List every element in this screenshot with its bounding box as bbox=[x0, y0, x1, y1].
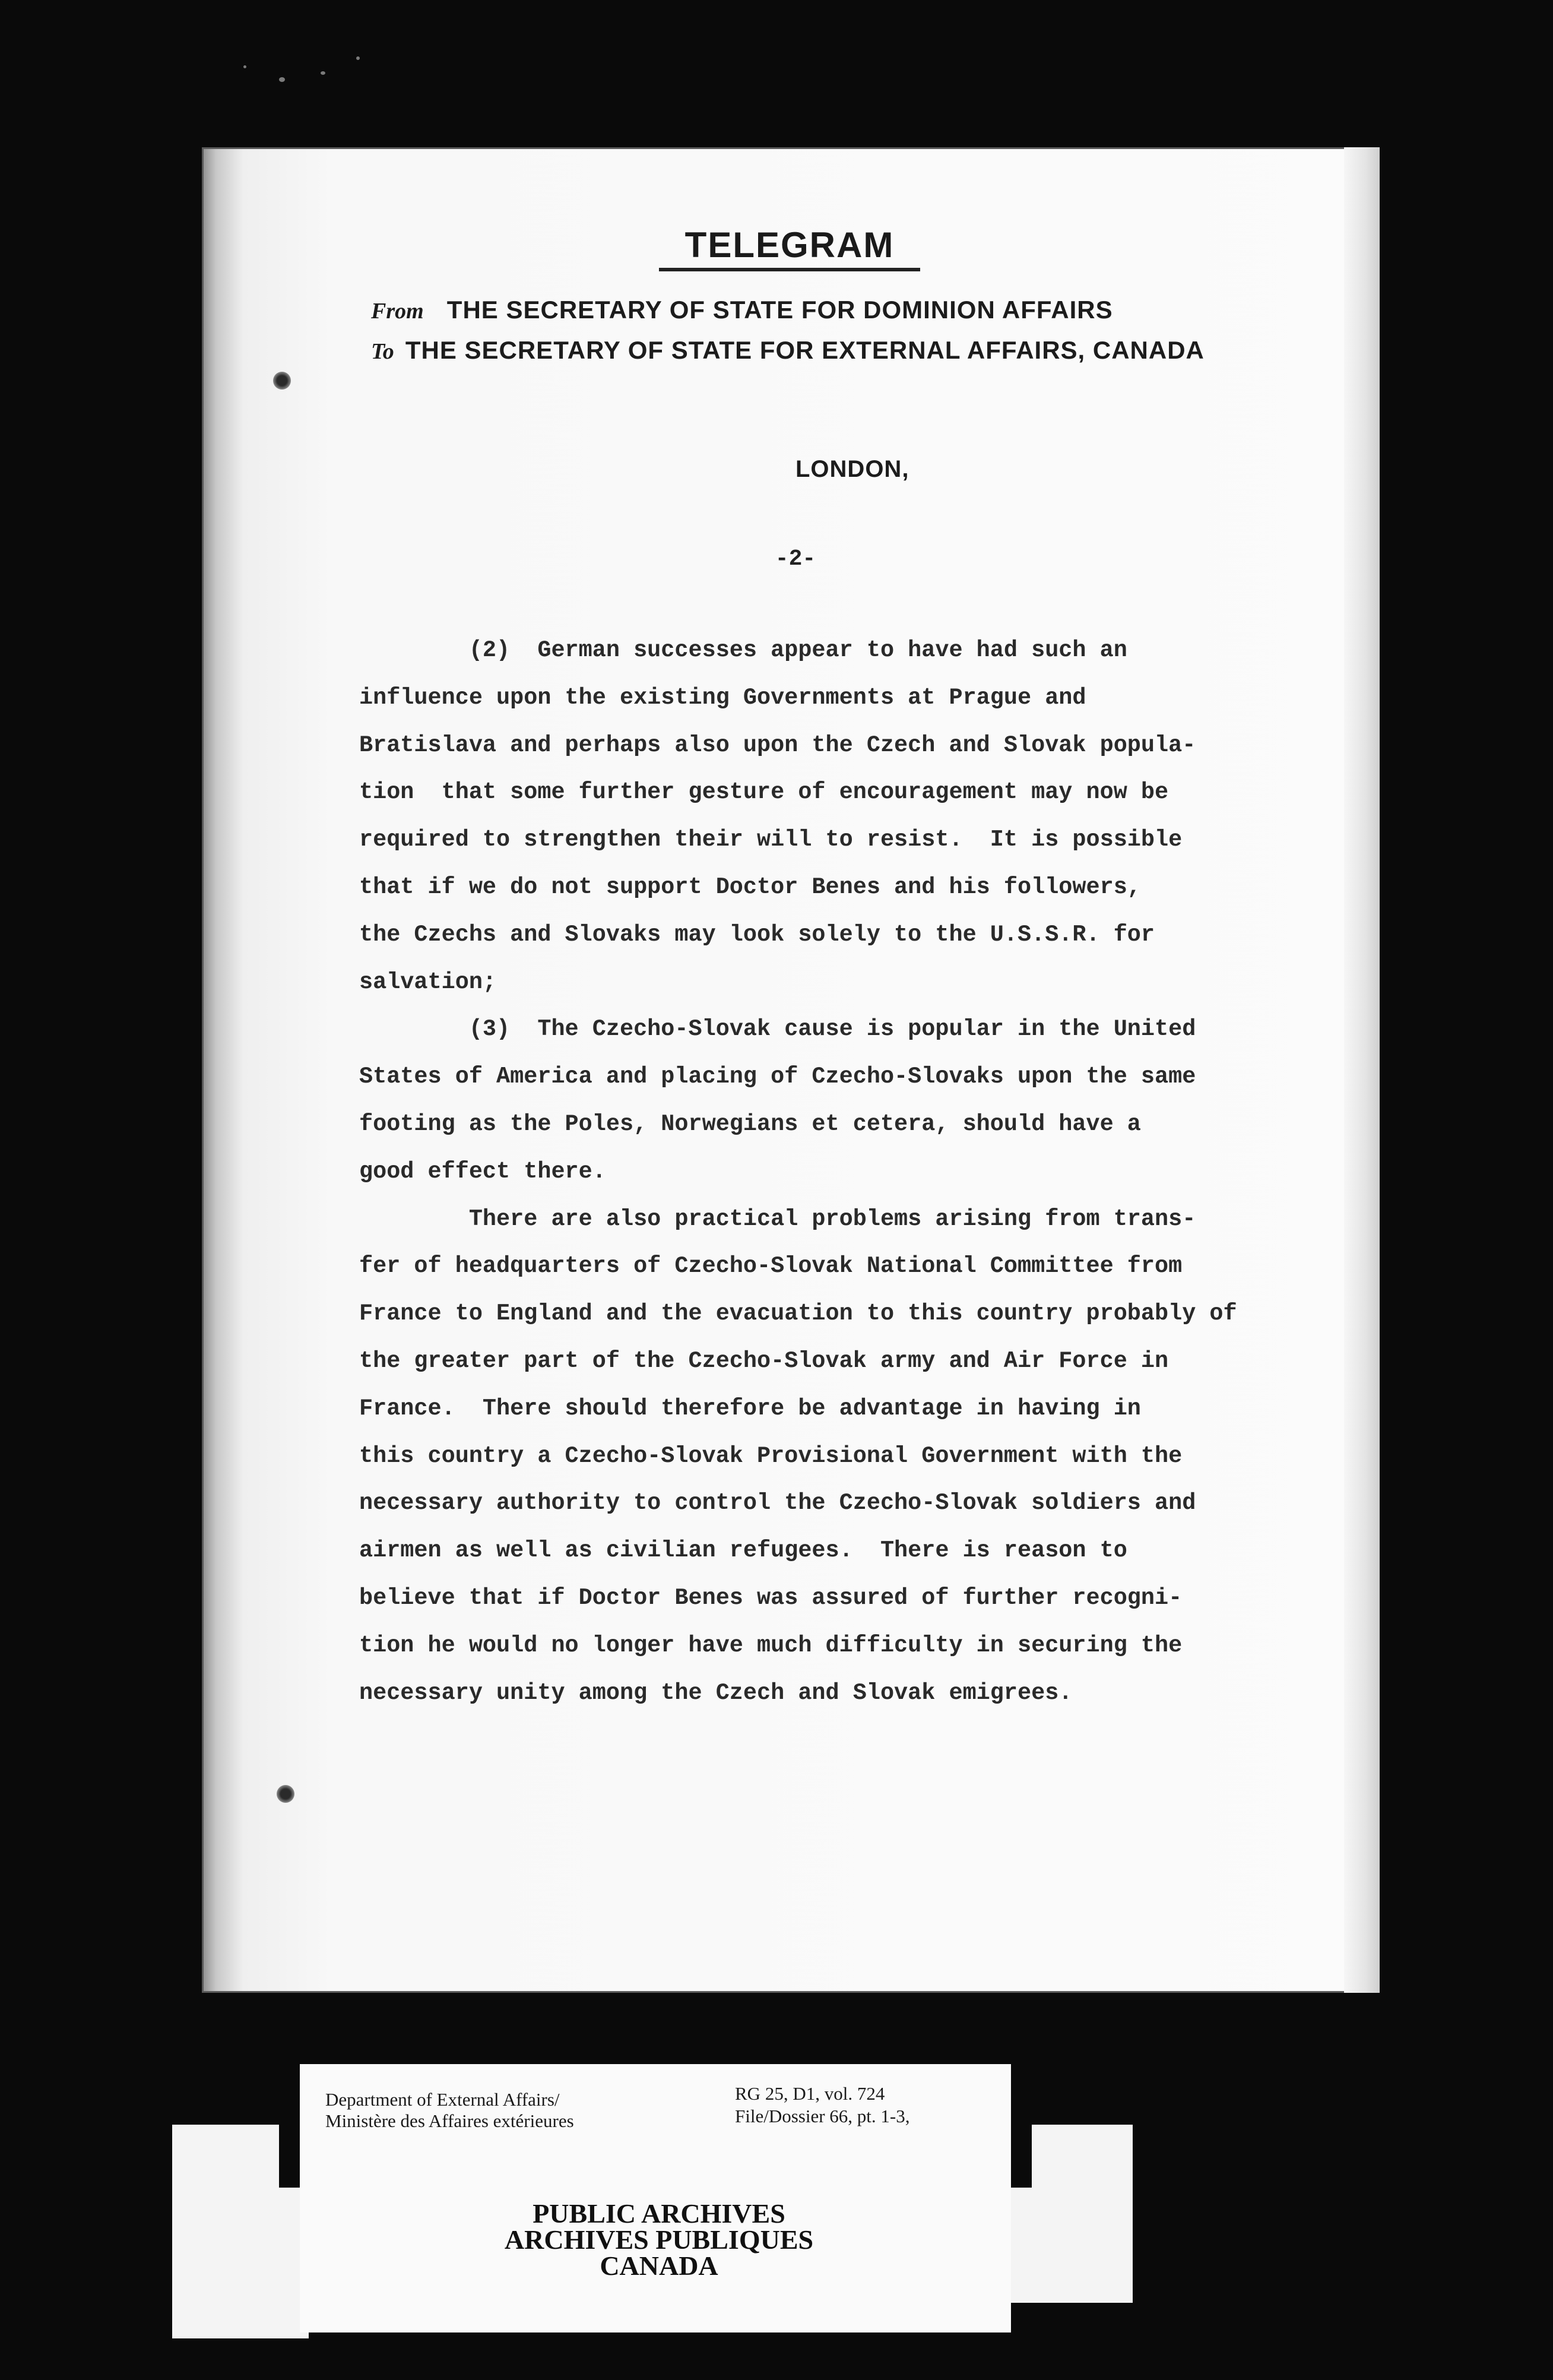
body-line: necessary authority to control the Czecho-Slovak soldiers and bbox=[359, 1490, 1196, 1517]
body-line: fer of headquarters of Czecho-Slovak National Committee from bbox=[359, 1253, 1183, 1280]
telegram-body bbox=[359, 627, 1368, 1717]
body-line: France. There should therefore be advantage in having in bbox=[359, 1395, 1141, 1422]
body-line: that if we do not support Doctor Benes and his followers, bbox=[359, 873, 1141, 900]
body-line: influence upon the existing Governments at Prague and bbox=[359, 684, 1086, 711]
archives-stamp bbox=[416, 2198, 902, 2281]
body-line: There are also practical problems arising from trans- bbox=[359, 1205, 1196, 1232]
body-line: tion that some further gesture of encouragement may now be bbox=[359, 779, 1169, 806]
record-group-reference: RG 25, D1, vol. 724 bbox=[735, 2083, 885, 2104]
punch-hole bbox=[277, 1785, 294, 1803]
scan-speck bbox=[356, 56, 360, 60]
body-line: salvation; bbox=[359, 969, 497, 995]
body-line: (2) German successes appear to have had such an bbox=[359, 637, 1127, 663]
department-fr: Ministère des Affaires extérieures bbox=[325, 2110, 574, 2131]
to-label: To bbox=[371, 339, 394, 364]
file-reference: File/Dossier 66, pt. 1-3, bbox=[735, 2106, 910, 2126]
label-tab-left bbox=[172, 2188, 309, 2338]
body-line: believe that if Doctor Benes was assured of further recogni- bbox=[359, 1584, 1183, 1611]
body-line: the greater part of the Czecho-Slovak army and Air Force in bbox=[359, 1347, 1169, 1374]
place-of-origin: LONDON, bbox=[795, 456, 909, 482]
telegram-title: TELEGRAM bbox=[659, 224, 920, 271]
scan-speck bbox=[279, 77, 285, 82]
body-line: States of America and placing of Czecho-Slovaks upon the same bbox=[359, 1064, 1196, 1090]
body-line: (3) The Czecho-Slovak cause is popular in the United bbox=[359, 1016, 1196, 1043]
from-label: From bbox=[371, 299, 424, 324]
body-line: necessary unity among the Czech and Slovak emigrees. bbox=[359, 1679, 1073, 1706]
department-en: Department of External Affairs/ bbox=[325, 2089, 560, 2110]
punch-hole bbox=[273, 372, 291, 390]
to-line bbox=[371, 336, 1297, 365]
body-line: the Czechs and Slovaks may look solely to the U.S.S.R. for bbox=[359, 921, 1155, 948]
stamp-line: PUBLIC ARCHIVES bbox=[533, 2198, 785, 2229]
stamp-line: ARCHIVES PUBLIQUES bbox=[504, 2224, 814, 2255]
to-text: THE SECRETARY OF STATE FOR EXTERNAL AFFAIRS, CANADA bbox=[405, 336, 1205, 364]
from-line bbox=[371, 296, 1297, 324]
body-line: France to England and the evacuation to this country probably of bbox=[359, 1300, 1237, 1327]
body-line: airmen as well as civilian refugees. There is reason to bbox=[359, 1537, 1127, 1564]
body-line: tion he would no longer have much difficulty in securing the bbox=[359, 1632, 1183, 1659]
body-line: good effect there. bbox=[359, 1158, 606, 1185]
body-line: this country a Czecho-Slovak Provisional Government with the bbox=[359, 1442, 1183, 1469]
scan-speck bbox=[243, 65, 246, 68]
scan-speck bbox=[321, 71, 325, 75]
from-text: THE SECRETARY OF STATE FOR DOMINION AFFAIRS bbox=[446, 296, 1113, 324]
page-number: -2- bbox=[775, 546, 816, 572]
telegram-page bbox=[202, 147, 1380, 1993]
label-tab-right bbox=[1003, 2188, 1133, 2303]
body-line: footing as the Poles, Norwegians et cetera, should have a bbox=[359, 1110, 1141, 1137]
stamp-line: CANADA bbox=[600, 2251, 718, 2281]
body-line: required to strengthen their will to resist. It is possible bbox=[359, 827, 1183, 853]
body-line: Bratislava and perhaps also upon the Czech and Slovak popula- bbox=[359, 732, 1196, 758]
